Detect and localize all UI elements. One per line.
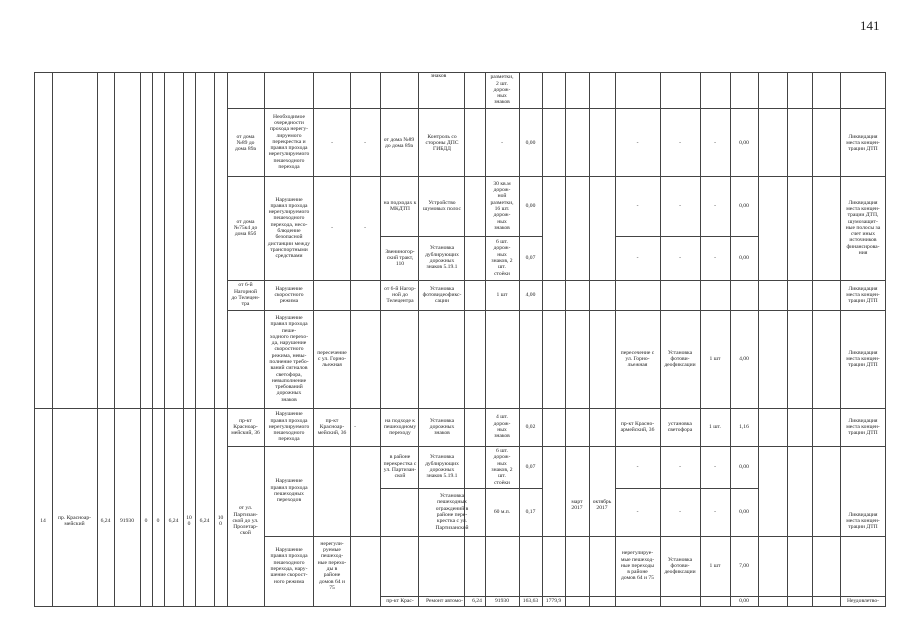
table-cell: 91930 [495, 598, 509, 605]
table-cell: Нарушение правил прохода пешеходного перехода, нару- шение скорост- ного режима [270, 547, 308, 585]
table-cell: 14 [40, 517, 46, 524]
table-cell: - [364, 139, 366, 146]
table-cell: 0,00 [739, 139, 749, 146]
table-cell: в районе перекрестка с ул. Партизан- ской [383, 454, 417, 480]
table-cell: 91930 [120, 517, 134, 524]
table-cell: Ликвидация места концен- трации ДТП [846, 133, 880, 153]
table-cell: 1 шт [496, 291, 508, 298]
table-cell: пересечение с ул. Горно- льежная [620, 349, 655, 369]
table-cell: Установка дорожных знаков [429, 417, 455, 437]
table-cell: установка светофора [667, 420, 693, 433]
table-cell: 0,00 [739, 254, 749, 261]
table-cell: Ликвидация места концен- трации ДТП [846, 417, 880, 437]
table-cell: Установка пешеходных ограждений в районе пере- крестка с ул. Партизанской [435, 493, 469, 531]
table-cell: от дома №89 до дома 89а [235, 133, 256, 153]
table-cell: 10 0 [186, 514, 192, 527]
table-cell: - [331, 139, 333, 146]
table-cell: пр-кт Красно- армейский, 36 [620, 420, 655, 433]
table-cell: пр-кт Красноар- мейский, 36 [317, 417, 347, 437]
table-cell: 6,24 [472, 598, 482, 605]
table-cell: 0,07 [525, 254, 536, 261]
table-cell: Устройство шумовых полос [423, 199, 461, 212]
table-cell: 6,24 [199, 517, 210, 524]
table-cell: Нарушение правил прохода пеше- ходного перехо- да, нарушение скоростного режима, невы- полнение требо- ваний сигналов светофора, невыполнение требований дорожных знаков [269, 314, 309, 403]
grid-vline [787, 72, 788, 607]
table-cell: 163,63 [522, 598, 539, 605]
table-cell: разметки, 2 шт. дорож- ных знаков [490, 74, 514, 106]
table-cell: Ликвидация места концен- трации ДТП [846, 285, 880, 305]
table-cell: Нарушение правил прохода нерегулируемого пешеходного перехода, несо- блюдение безопасной дистанции между транспортными средствами [267, 196, 311, 260]
table-cell: - [501, 139, 503, 146]
table-cell: Установка дублирующих дорожных знаков 5.19.1 [425, 454, 459, 480]
table-cell: Звениногор- ский тракт, 110 [385, 248, 415, 268]
grid-vline [758, 72, 759, 607]
table-cell: 0,00 [739, 508, 749, 515]
table-cell: - [679, 508, 681, 515]
grid-vline [418, 72, 419, 607]
table-cell: 1 шт. [709, 423, 721, 430]
table-cell: 0,07 [525, 463, 536, 470]
table-cell: от 6-й Нагорной до Телецен- тра [231, 282, 260, 308]
table-cell: 6 шт. дорож- ных знаков, 2 шт. стоёки [491, 448, 513, 486]
grid-hline [227, 446, 886, 447]
table-cell: на подходах к МКДТП [383, 199, 417, 212]
table-cell: - [679, 463, 681, 470]
table-cell: Нарушение скоростного режима [274, 285, 304, 305]
table-cell: Установка фотовидеофикс- сации [422, 285, 462, 305]
table-cell: 0 [156, 517, 160, 524]
table-cell: - [679, 202, 681, 209]
table-cell: 1 шт [709, 562, 721, 569]
table-cell: пр. Красноар- мейский [57, 514, 91, 527]
table-cell: пр-кт Красноар- мейский, 36 [231, 417, 260, 437]
table-cell: - [636, 202, 639, 209]
table-cell: 60 м.п. [493, 508, 511, 515]
table-cell: 10 0 [217, 514, 224, 527]
table-cell: от ул. Партизан- ской до ул. Пролетар- ской [232, 505, 259, 537]
table-cell: Ликвидация места концен- трации ДТП [846, 511, 880, 531]
table-cell: 7,00 [739, 562, 749, 569]
table-cell: Нарушение правил прохода нерегулируемого пешеходного перехода [268, 411, 310, 443]
table-cell: нерегули- руемые пешеход- ные перехо- ды в районе домов 64 и 75 [317, 540, 347, 591]
table-cell: - [636, 508, 639, 515]
table-cell: 0,00 [525, 139, 536, 146]
table-cell: Неудовлетво- [846, 598, 880, 605]
table-cell: 6,24 [100, 517, 111, 524]
table-cell: - [714, 139, 716, 146]
table-cell: 4,00 [525, 291, 536, 298]
table-cell: - [636, 139, 639, 146]
table-cell: - [636, 254, 639, 261]
page-number: 141 [860, 18, 880, 33]
table-cell: - [714, 254, 716, 261]
table-cell: - [364, 224, 366, 231]
table-cell: от 6-й Нагор- ной до Телецентра [384, 285, 416, 305]
table-cell: 1779,9 [545, 598, 562, 605]
table-cell: - [354, 423, 356, 430]
table-cell: пересечение с ул. Горно- льежная [317, 349, 347, 369]
table-cell: 4 шт. дорож- ных знаков [493, 414, 511, 440]
table-cell: 0,00 [739, 202, 749, 209]
table-cell: нерегулируе- мые пешеход- ные переходы в районе домов 64 и 75 [620, 550, 655, 582]
table-cell: Ликвидация места концен- трации ДТП [846, 349, 880, 369]
table-cell: от дома №75к4 до дома 85б [233, 218, 258, 238]
table-cell: март 2017 [571, 498, 583, 511]
table-cell: 0,00 [739, 463, 749, 470]
table-cell: - [679, 254, 681, 261]
table-cell: - [679, 139, 681, 146]
table-cell: 0,02 [525, 423, 536, 430]
grid-vline [542, 72, 543, 607]
table-cell: знаков [430, 72, 447, 79]
table-cell: - [714, 463, 716, 470]
table-cell: - [714, 508, 716, 515]
table-cell: Установка дублирующих дорожных знаков 5.19.1 [425, 245, 459, 271]
table-cell: Необходимое очередности прохода нерегу- лируемого перекрестка и правил прохода нерегулируемого пешеходного перехода [268, 113, 310, 171]
table-cell: 6,24 [168, 517, 179, 524]
table-cell: 0,17 [525, 508, 536, 515]
table-cell: - [636, 463, 639, 470]
table-cell: пр-кт Крас- [386, 598, 414, 605]
table-cell: 30 кв.м дорож- ной разметки, 16 шт. дорож- ных знаков [490, 180, 514, 231]
grid-hline [227, 280, 886, 281]
table-cell: Нарушение правил прохода пешеходных переходов [270, 478, 308, 504]
table-cell: Ликвидация места концен- трации ДТП, шумозащит- ные полосы за счет иных источников финансирова- ния [845, 199, 881, 257]
table-cell: - [714, 202, 716, 209]
table-cell: Установка фотови- деофиксации [664, 556, 696, 576]
table-cell: от дома №89 до дома 89а [383, 136, 415, 149]
table-cell: Ремонт автомо- [426, 598, 463, 605]
table-cell: 6 шт. дорож- ных знаков, 2 шт. стоёки [491, 239, 513, 277]
table-cell: 0,00 [525, 202, 536, 209]
table-cell: 0 [144, 517, 148, 524]
grid-hline [227, 108, 886, 109]
table-cell: Контроль со стороны ДПС ГИБДД [425, 133, 459, 153]
table-cell: 1 шт [709, 355, 721, 362]
table-cell: - [331, 224, 333, 231]
table-cell: октябрь 2017 [592, 498, 612, 511]
table-cell: Установка фотови- деофиксации [664, 349, 696, 369]
table-cell: 1,16 [739, 423, 749, 430]
table-cell: на подходе к пешеходному переходу [383, 417, 417, 437]
grid-vline [812, 72, 813, 607]
table-cell: 4,00 [739, 355, 749, 362]
table-cell: 0,00 [739, 598, 749, 605]
